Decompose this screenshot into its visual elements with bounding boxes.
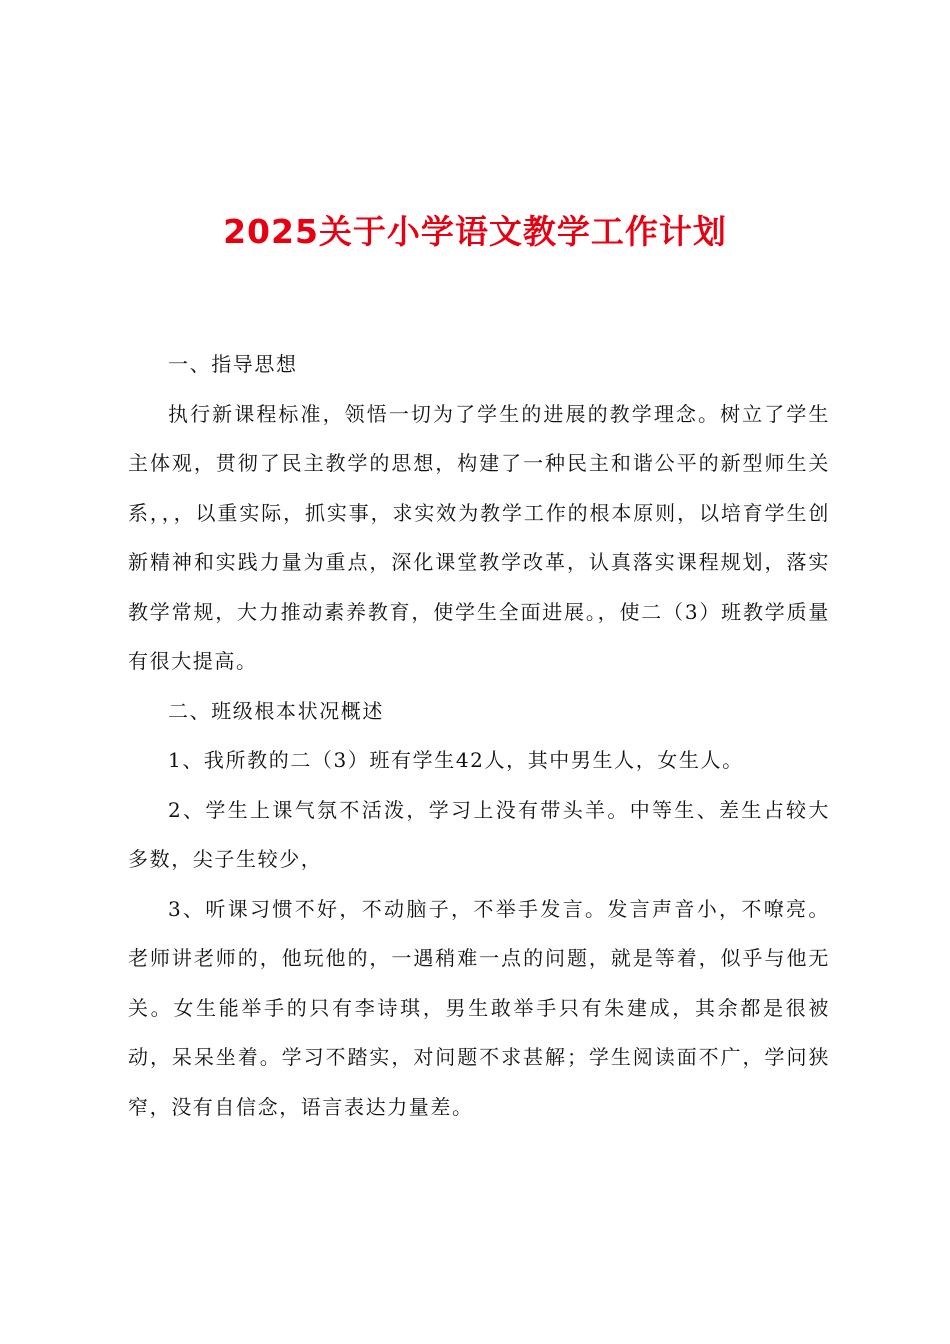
document-title: 2025关于小学语文教学工作计划	[223, 212, 727, 251]
paragraph-item-2: 2、学生上课气氛不活泼，学习上没有带头羊。中等生、差生占较大多数，尖子生较少，	[128, 797, 830, 871]
document-body	[128, 340, 830, 1132]
paragraph-item-1: 1、我所教的二（3）班有学生42人，其中男生人，女生人。	[168, 748, 744, 772]
paragraph-guiding-ideology: 执行新课程标准，领悟一切为了学生的进展的教学理念。树立了学生主体观，贯彻了民主教学的思想，构建了一种民主和谐公平的新型师生关系，，，以重实际，抓实事，求实效为教学工作的根本原则，以培育学生创新精神和实践力量为重点，深化课堂教学改革，认真落实课程规划，落实教学常规，大力推动素养教育，使学生全面进展。，使二（3）班教学质量有很大提高。	[128, 401, 830, 673]
section-heading-guiding-ideology: 一、指导思想	[168, 352, 298, 376]
section-heading-class-overview: 二、班级根本状况概述	[168, 698, 384, 723]
paragraph-item-3: 3、听课习惯不好，不动脑子，不举手发言。发言声音小，不嘹亮。老师讲老师的，他玩他的，一遇稍难一点的问题，就是等着，似乎与他无关。女生能举手的只有李诗琪，男生敢举手只有朱建成，其余都是很被动，呆呆坐着。学习不踏实，对问题不求甚解；学生阅读面不广，学问狭窄，没有自信念，语言表达力量差。	[128, 896, 830, 1119]
